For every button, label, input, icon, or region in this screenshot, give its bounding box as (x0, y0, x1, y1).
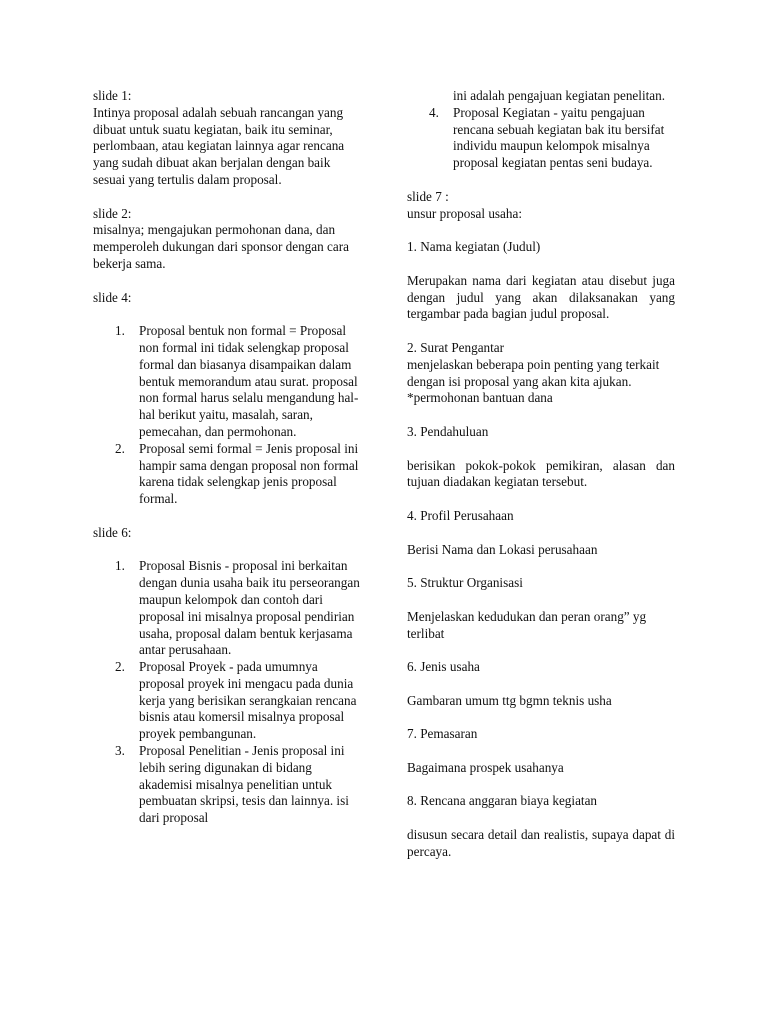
list-number: 2. (115, 440, 125, 456)
slide-2-body: misalnya; mengajukan permohonan dana, dan memperoleh dukungan dari sponsor dengan cara bekerja sama. (93, 222, 349, 271)
list-number: 2. (115, 659, 125, 675)
section-6-title: 6. Jenis usaha (407, 659, 480, 675)
section-6-body: Gambaran umum ttg bgmn teknis usha (407, 692, 612, 708)
list-text: Proposal semi formal = Jenis proposal ini hampir sama dengan proposal non formal karena tidak selengkap jenis proposal formal. (139, 440, 359, 507)
list-item (93, 323, 363, 441)
section-7-body: Bagaimana prospek usahanya (407, 759, 564, 775)
list-item (93, 558, 363, 659)
list-text: Proposal Penelitian - Jenis proposal ini lebih sering digunakan di bidang akademisi misalnya penelitian untuk pembuatan skripsi, tesis dan lainnya. isi dari proposal (139, 743, 349, 826)
slide-7-subheading: unsur proposal usaha: (407, 205, 523, 221)
list-item (93, 659, 363, 743)
slide-2-heading: slide 2: (93, 205, 132, 221)
section-4-body: Berisi Nama dan Lokasi perusahaan (407, 541, 598, 557)
list-item (407, 105, 675, 172)
section-8-body: disusun secara detail dan realistis, supaya dapat di percaya. (407, 827, 675, 859)
slide-4-heading: slide 4: (93, 289, 132, 305)
list-text: Proposal Kegiatan - yaitu pengajuan rencana sebuah kegiatan bak itu bersifat individu maupun kelompok misalnya proposal kegiatan pentas seni budaya. (453, 104, 665, 171)
list-text: Proposal Proyek - pada umumnya proposal proyek ini mengacu pada dunia kerja yang berisikan serangkaian rencana bisnis atau komersil misalnya proposal proyek pembangunan. (139, 659, 357, 742)
slide-1-heading: slide 1: (93, 88, 132, 103)
list-text: Proposal bentuk non formal = Proposal non formal ini tidak selengkap proposal formal dan biasanya disampaikan dalam bentuk memorandum atau surat. proposal non formal harus selalu mengandung hal-hal berikut yaitu, masalah, saran, pemecahan, dan permohonan. (139, 323, 359, 439)
section-3-body: berisikan pokok-pokok pemikiran, alasan dan tujuan diadakan kegiatan tersebut. (407, 457, 675, 490)
slide-7-heading: slide 7 : (407, 188, 449, 204)
right-column (407, 88, 675, 861)
section-4-title: 4. Profil Perusahaan (407, 507, 514, 523)
left-column (93, 88, 363, 827)
section-2-title: 2. Surat Pengantar (407, 339, 505, 355)
slide-1-body: Intinya proposal adalah sebuah rancangan yang dibuat untuk suatu kegiatan, baik itu seminar, perlombaan, atau kegiatan lainnya agar rencana yang sudah dibuat akan berjalan dengan baik sesuai yang tertulis dalam proposal. (93, 104, 345, 187)
list-number: 4. (429, 104, 439, 120)
slide-4-list (93, 323, 363, 508)
section-3-title: 3. Pendahuluan (407, 423, 489, 439)
section-5-body: Menjelaskan kedudukan dan peran orang” yg terlibat (407, 608, 647, 641)
slide-6-heading: slide 6: (93, 524, 132, 540)
section-2-note: *permohonan bantuan dana (407, 390, 553, 406)
section-1-body: Merupakan nama dari kegiatan atau disebut juga dengan judul yang akan dilaksanakan yang tergambar pada bagian judul proposal. (407, 272, 675, 322)
list-text: Proposal Bisnis - proposal ini berkaitan dengan dunia usaha baik itu perseorangan maupun kelompok dan contoh dari proposal ini misalnya proposal pendirian usaha, proposal dalam bentuk kerjasama antar perusahaan. (139, 558, 360, 658)
section-5-title: 5. Struktur Organisasi (407, 575, 523, 591)
section-2-body: menjelaskan beberapa poin penting yang terkait dengan isi proposal yang akan kita ajukan. (407, 356, 660, 389)
section-1-title: 1. Nama kegiatan (Judul) (407, 239, 541, 255)
list-item (93, 743, 363, 827)
slide-6-list (93, 558, 363, 827)
list-number: 1. (115, 558, 125, 574)
list-number: 1. (115, 323, 125, 339)
list-item (93, 441, 363, 508)
list-continuation: ini adalah pengajuan kegiatan penelitan. (453, 88, 666, 103)
section-7-title: 7. Pemasaran (407, 726, 478, 742)
section-8-title: 8. Rencana anggaran biaya kegiatan (407, 793, 598, 809)
list-number: 3. (115, 743, 125, 759)
